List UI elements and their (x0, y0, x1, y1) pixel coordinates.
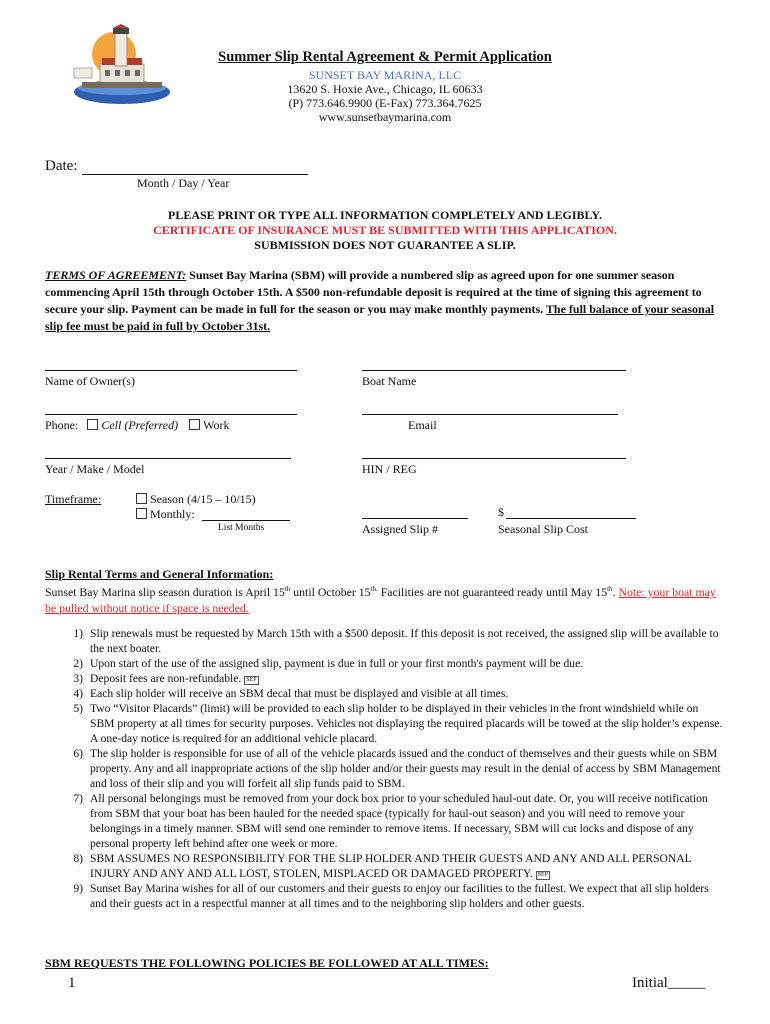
notice-no-guarantee: SUBMISSION DOES NOT GUARANTEE A SLIP. (254, 238, 516, 252)
item-number: 1) (73, 627, 83, 640)
email-field[interactable] (362, 414, 618, 415)
year-make-model-field[interactable] (45, 458, 291, 459)
sep-glyph: SEP (246, 677, 257, 683)
document-title: Summer Slip Rental Agreement & Permit Application (218, 49, 552, 65)
item-text: Sunset Bay Marina wishes for all of our customers and their guests to enjoy our facilities to the fullest. We expect that all slip holders and their guests act in a respectful manner at all times and to the neighboring slip holders and other guests. (90, 882, 709, 910)
general-sup-1: th (284, 585, 291, 593)
terms-list (45, 626, 725, 911)
list-item (45, 626, 725, 656)
general-text-d: . (612, 584, 619, 599)
season-label: Season (4/15 – 10/15) (150, 492, 256, 506)
marina-logo (72, 24, 172, 106)
item-text: Each slip holder will receive an SBM decal that must be displayed and visible at all times. (90, 687, 509, 700)
company-name: SUNSET BAY MARINA, LLC (308, 68, 462, 82)
work-checkbox[interactable] (189, 419, 200, 430)
notice-insurance: CERTIFICATE OF INSURANCE MUST BE SUBMITTED WITH THIS APPLICATION. (153, 223, 617, 237)
hin-reg-label: HIN / REG (362, 462, 417, 476)
assigned-slip-label: Assigned Slip # (362, 522, 439, 536)
phone-field[interactable] (45, 414, 297, 415)
item-text: Upon start of the use of the assigned slip, payment is due in full or your first month's payment will be due. (90, 657, 584, 670)
terms-heading: TERMS OF AGREEMENT: (45, 268, 187, 282)
assigned-slip-field[interactable] (362, 518, 468, 519)
general-sup-2: th. (370, 585, 378, 593)
phone-label (45, 418, 229, 433)
hin-reg-field[interactable] (362, 458, 626, 459)
dollar-sign: $ (498, 505, 504, 519)
item-text: The slip holder is responsible for use of all of the vehicle placards issued and the conduct of themselves and their guests while on SBM property. Any and all inappropriate actions of the slip holder and/or their guests may result in the denial of access by SBM Management and loss of their slip and you will forfeit all slip funds paid to SBM. (90, 747, 721, 790)
item-number: 5) (73, 702, 83, 715)
list-item (45, 686, 725, 701)
general-paragraph (45, 581, 725, 616)
page-number: 1 (68, 975, 76, 991)
season-checkbox[interactable] (136, 493, 147, 504)
item-number: 3) (73, 672, 83, 685)
list-item (45, 746, 725, 791)
item-number: 2) (73, 657, 83, 670)
season-option (136, 492, 256, 507)
monthly-label: Monthly: (150, 507, 195, 521)
item-text: Two “Visitor Placards” (limit) will be provided to each slip holder to be displayed in their vehicles in the front windshield while on SBM property at all times for security purposes. Vehicles not displaying the required placards will be towed at the slip holder’s expense. A one-day notice is required for an additional vehicle placard. (90, 702, 723, 745)
list-item (45, 656, 725, 671)
item-number: 4) (73, 687, 83, 700)
monthly-option (136, 507, 195, 522)
item-number: 6) (73, 747, 83, 760)
boat-name-label: Boat Name (362, 374, 417, 388)
policies-heading: SBM REQUESTS THE FOLLOWING POLICIES BE FOLLOWED AT ALL TIMES: (45, 956, 489, 970)
year-make-model-label: Year / Make / Model (45, 462, 145, 476)
company-website: www.sunsetbaymarina.com (318, 110, 452, 124)
item-text: SBM ASSUMES NO RESPONSIBILITY FOR THE SLIP HOLDER AND THEIR GUESTS AND ANY AND ALL PERSONAL INJURY AND ANY AND ALL LOST, STOLEN, MISPLACED OR DAMAGED PROPERTY. (90, 852, 692, 880)
company-phone: (P) 773.646.9900 (E-Fax) 773.364.7625 (288, 96, 482, 110)
cell-checkbox[interactable] (87, 419, 98, 430)
list-months-label: List Months (218, 523, 265, 533)
general-text-c: Facilities are not guaranteed ready until May 15 (377, 584, 608, 599)
list-item (45, 881, 725, 911)
date-hint: Month / Day / Year (137, 176, 230, 190)
list-months-field[interactable] (202, 520, 290, 521)
terms-body: Sunset Bay Marina (SBM) will provide a numbered slip as agreed upon for one summer season commencing April 15th through October 15th. A $500 non-refundable deposit is required at the time of signing this agreement to secure your slip. Payment can be made in full for the season or you may make monthly payments. (45, 268, 702, 316)
list-item (45, 701, 725, 746)
seasonal-cost-label: Seasonal Slip Cost (498, 522, 589, 536)
owner-name-label: Name of Owner(s) (45, 374, 135, 388)
item-text: All personal belongings must be removed from your dock box prior to your scheduled haul-out date. Or, you will receive notification from SBM that your boat has been hauled for the needed space (typically for haul-out season) and you will need to remove your belongings in a timely manner. SBM will send one reminder to remove items. If necessary, SBM will cut locks and dispose of any personal property left behind after one week or more. (90, 792, 708, 850)
seasonal-cost-field[interactable] (506, 518, 636, 519)
general-sup-3: th (607, 585, 613, 593)
email-label: Email (408, 418, 437, 432)
timeframe-label: Timeframe: (45, 492, 102, 506)
item-number: 8) (73, 852, 83, 865)
item-text: Deposit fees are non-refundable. (90, 672, 242, 685)
list-item (45, 671, 725, 686)
list-item (45, 791, 725, 851)
date-field[interactable] (82, 174, 308, 175)
phone-label-text: Phone: (45, 418, 79, 432)
item-number: 9) (73, 882, 83, 895)
boat-name-field[interactable] (362, 370, 626, 371)
cell-label: Cell (Preferred) (101, 418, 179, 432)
terms-full-balance: The full balance of your seasonal slip fee must be paid in full by October 31st. (45, 302, 715, 333)
initial-field[interactable]: Initial_____ (632, 975, 706, 991)
list-item (45, 851, 725, 881)
general-text-b: until October 15 (290, 584, 371, 599)
date-label: Date: (45, 158, 78, 174)
owner-name-field[interactable] (45, 370, 297, 371)
item-text: Slip renewals must be requested by March 15th with a $500 deposit. If this deposit is not received, the assigned slip will be available to the next boater. (90, 627, 719, 655)
sep-glyph: SEP (537, 872, 549, 878)
monthly-checkbox[interactable] (136, 508, 147, 519)
general-heading: Slip Rental Terms and General Information: (45, 567, 274, 581)
terms-paragraph (45, 267, 725, 335)
company-address: 13620 S. Hoxie Ave., Chicago, IL 60633 (287, 82, 483, 96)
work-label: Work (203, 418, 230, 432)
general-text-a: Sunset Bay Marina slip season duration is April 15 (45, 584, 285, 599)
item-number: 7) (73, 792, 83, 805)
general-note: Note: your boat may be pulled without notice if space is needed. (45, 584, 716, 615)
notice-print: PLEASE PRINT OR TYPE ALL INFORMATION COMPLETELY AND LEGIBLY. (168, 208, 602, 222)
